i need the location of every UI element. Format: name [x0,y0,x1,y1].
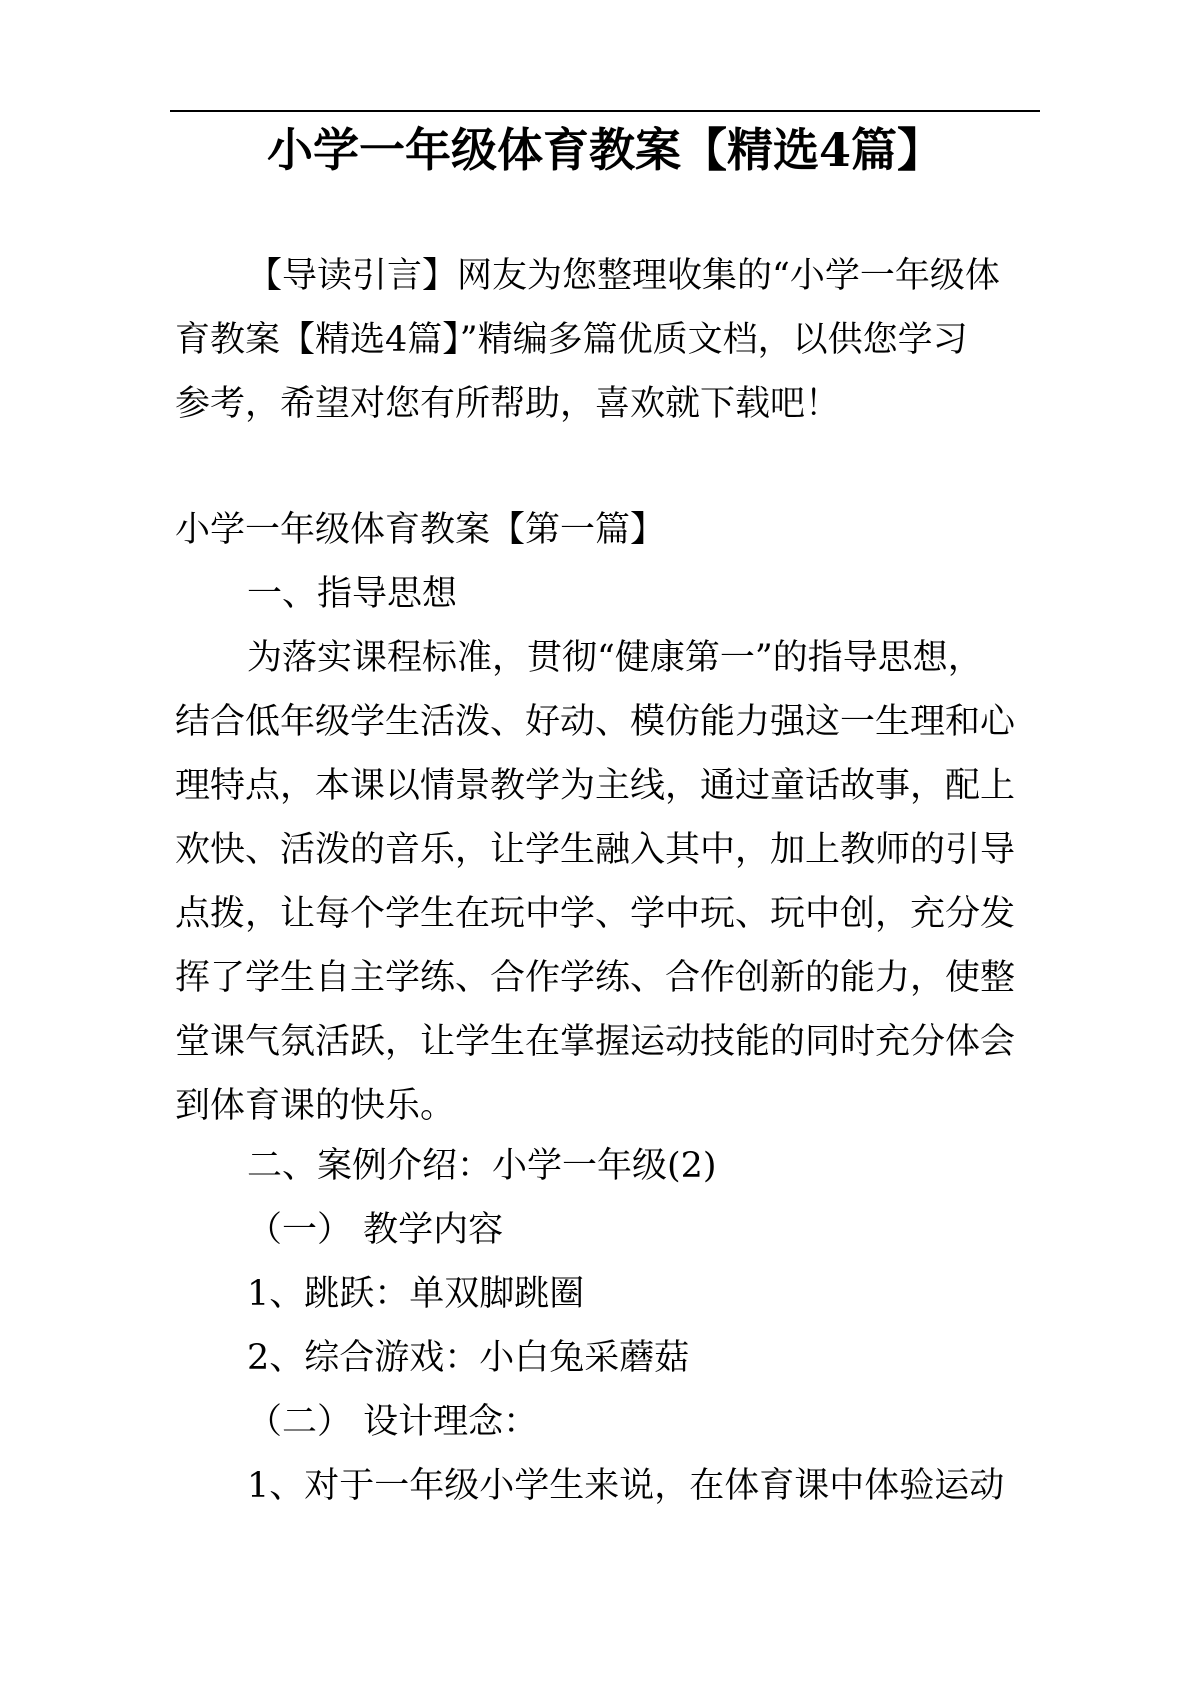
list-item: 1、对于一年级小学生来说，在体育课中体验运动 [247,1466,1005,1506]
intro-line: 参考，希望对您有所帮助，喜欢就下载吧！ [175,384,841,424]
paragraph-line: 点拨，让每个学生在玩中学、学中玩、玩中创，充分发 [175,894,1016,934]
intro-line: 育教案【精选4篇】”精编多篇优质文档，以供您学习 [175,320,968,360]
heading-guiding-thought [175,562,1040,626]
paragraph-line: 理特点，本课以情景教学为主线，通过童话故事，配上 [175,766,1016,806]
list-item: 1、跳跃：单双脚跳圈 [247,1274,585,1314]
paragraph-line: 欢快、活泼的音乐，让学生融入其中，加上教师的引导 [175,830,1016,870]
sub-heading-design-concept: （二） 设计理念： [247,1402,539,1442]
list-item: 2、综合游戏：小白兔采蘑菇 [247,1338,690,1378]
case-section [175,1134,1040,1518]
paragraph-line: 堂课气氛活跃，让学生在掌握运动技能的同时充分体会 [175,1022,1016,1062]
section-title: 小学一年级体育教案【第一篇】 [175,510,666,550]
intro-line: 【导读引言】网友为您整理收集的“小学一年级体 [247,256,1000,296]
sub-heading-teaching-content: （一） 教学内容 [247,1210,504,1250]
paragraph-line: 挥了学生自主学练、合作学练、合作创新的能力，使整 [175,958,1016,998]
paragraph-line: 结合低年级学生活泼、好动、模仿能力强这一生理和心 [175,702,1016,742]
paragraph-line: 为落实课程标准，贯彻“健康第一”的指导思想， [247,638,983,678]
intro-paragraph [175,244,1040,436]
document-title: 小学一年级体育教案【精选4篇】 [266,123,943,177]
header-rule [170,110,1040,112]
heading-2: 二、案例介绍：小学一年级(2) [247,1146,717,1186]
paragraph-line: 到体育课的快乐。 [175,1086,456,1126]
paragraph-guiding-thought [175,626,1040,1138]
heading-1: 一、指导思想 [247,574,458,614]
